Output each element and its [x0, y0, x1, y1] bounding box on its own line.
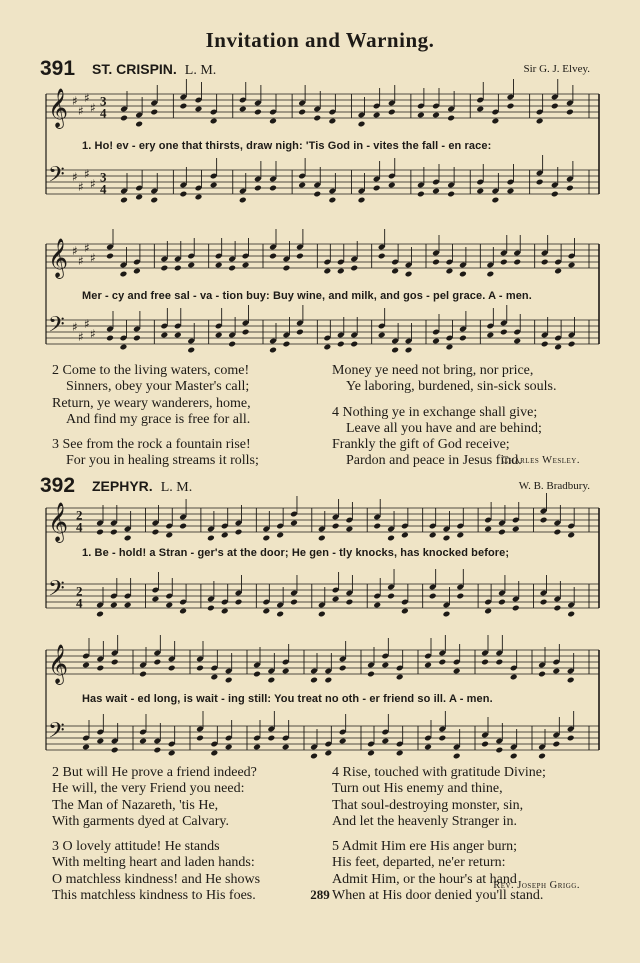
note-head: [551, 191, 559, 198]
note-head: [195, 106, 203, 113]
note-head: [310, 677, 318, 684]
note-head: [378, 253, 386, 260]
note-head: [367, 671, 375, 678]
verse-line: Return, ye weary wanderers, home,: [52, 395, 251, 411]
note-head: [290, 599, 298, 606]
lyrics-392-line-2: Has wait - ed long, is wait - ing still: You treat no oth - er friend so ill. A - men.: [82, 693, 493, 705]
note-head: [438, 659, 446, 666]
note-head: [339, 665, 347, 672]
verse-line: Pardon and peace in Jesus find.: [346, 453, 522, 469]
note-head: [152, 596, 160, 603]
note-head: [432, 259, 440, 266]
note-head: [195, 194, 203, 201]
note-head: [196, 665, 204, 672]
note-head: [513, 259, 521, 266]
note-head: [269, 347, 277, 354]
time-signature-bottom: 4: [76, 595, 83, 611]
lyrics-392-line-1: 1. Be - hold! a Stran - ger's at the door; He gen - tly knocks, has knocked before;: [82, 547, 510, 559]
verse-line: With melting heart and laden hands:: [52, 855, 255, 871]
note-head: [332, 523, 340, 530]
note-head: [150, 197, 158, 204]
sharp-icon: ♯: [78, 253, 84, 268]
page-title: Invitation and Warning.: [205, 28, 435, 52]
note-head: [139, 738, 147, 745]
verse-line: Leave all you have and are behind;: [346, 420, 542, 436]
note-head: [405, 271, 413, 278]
tune-name: ZEPHYR. L. M.: [92, 478, 193, 495]
note-head: [282, 668, 290, 675]
verse-line: Ye laboring, burdened, sin-sick souls.: [346, 379, 557, 395]
tune-name: ST. CRISPIN. L. M.: [92, 61, 217, 78]
note-head: [225, 744, 233, 751]
note-head: [323, 268, 331, 275]
note-head: [350, 341, 358, 348]
note-head: [358, 121, 366, 128]
note-head: [254, 185, 262, 192]
stanza: [52, 363, 259, 428]
note-head: [124, 602, 132, 609]
sharp-icon: ♯: [84, 241, 90, 256]
verse-line: He will, the very Friend you need:: [52, 781, 245, 797]
note-head: [82, 744, 90, 751]
note-head: [96, 738, 104, 745]
note-head: [310, 753, 318, 760]
note-head: [417, 112, 425, 119]
author: Rev. Joseph Grigg.: [493, 880, 580, 891]
note-head: [96, 529, 104, 536]
note-head: [484, 526, 492, 533]
note-head: [512, 605, 520, 612]
note-head: [551, 103, 559, 110]
note-head: [500, 329, 508, 336]
sharp-icon: ♯: [78, 103, 84, 118]
note-head: [328, 118, 336, 125]
verse-line: And find my grace is free for all.: [66, 411, 251, 427]
note-head: [207, 605, 215, 612]
meter: L. M.: [160, 480, 193, 495]
note-head: [481, 741, 489, 748]
note-head: [187, 262, 195, 269]
note-head: [96, 665, 104, 672]
note-head: [174, 332, 182, 339]
sharp-icon: ♯: [90, 326, 96, 341]
note-head: [567, 532, 575, 539]
note-head: [424, 662, 432, 669]
note-head: [453, 753, 461, 760]
music-system-392-2: [34, 640, 604, 775]
note-head: [345, 599, 353, 606]
note-head: [262, 535, 270, 542]
note-head: [378, 332, 386, 339]
music-system-392-1: [34, 498, 604, 633]
note-head: [313, 191, 321, 198]
note-head: [254, 109, 262, 116]
note-head: [381, 662, 389, 669]
note-head: [500, 259, 508, 266]
note-head: [215, 262, 223, 269]
note-head: [538, 671, 546, 678]
treble-clef-icon: 𝄞: [48, 238, 69, 279]
note-head: [235, 529, 243, 536]
note-head: [553, 605, 561, 612]
note-head: [210, 674, 218, 681]
note-head: [82, 662, 90, 669]
note-head: [228, 265, 236, 272]
note-head: [443, 535, 451, 542]
note-head: [283, 341, 291, 348]
note-head: [554, 344, 562, 351]
note-head: [552, 741, 560, 748]
note-head: [438, 735, 446, 742]
note-head: [339, 738, 347, 745]
note-head: [459, 335, 467, 342]
stanza: [52, 437, 259, 470]
note-head: [313, 115, 321, 122]
note-head: [424, 744, 432, 751]
verse-line: 4 Rise, touched with gratitude Divine;: [332, 765, 546, 780]
stanza: [332, 363, 557, 396]
sharp-icon: ♯: [78, 179, 84, 194]
note-head: [405, 347, 413, 354]
note-head: [153, 747, 161, 754]
verse-line: That soul-destroying monster, sin,: [332, 797, 524, 813]
note-head: [253, 671, 261, 678]
bass-clef-icon: 𝄢: [48, 718, 65, 749]
note-head: [187, 347, 195, 354]
treble-clef-icon: 𝄞: [48, 88, 69, 129]
sharp-icon: ♯: [72, 94, 78, 109]
sharp-icon: ♯: [78, 329, 84, 344]
time-signature-top: 2: [76, 507, 83, 523]
note-head: [337, 341, 345, 348]
note-head: [323, 344, 331, 351]
note-head: [168, 750, 176, 757]
verse-line: 2 But will He prove a friend indeed?: [52, 765, 257, 780]
sharp-icon: ♯: [90, 100, 96, 115]
note-head: [456, 593, 464, 600]
note-head: [350, 265, 358, 272]
note-head: [221, 532, 229, 539]
verse-line: With garments dyed at Calvary.: [52, 813, 229, 829]
bass-clef-icon: 𝄢: [48, 576, 65, 607]
note-head: [541, 341, 549, 348]
note-head: [165, 602, 173, 609]
verse-line: 2 Come to the living waters, come!: [52, 363, 250, 378]
note-head: [552, 668, 560, 675]
note-head: [484, 608, 492, 615]
note-head: [373, 185, 381, 192]
note-head: [160, 265, 168, 272]
verse-line: Frankly the gift of God receive;: [332, 437, 510, 453]
note-head: [324, 677, 332, 684]
note-head: [276, 532, 284, 539]
note-head: [221, 608, 229, 615]
verse-line: 5 Admit Him ere His anger burn;: [332, 839, 518, 855]
note-head: [498, 529, 506, 536]
time-signature-top: 3: [100, 169, 107, 185]
note-head: [446, 344, 454, 351]
note-head: [453, 668, 461, 675]
note-head: [262, 608, 270, 615]
note-head: [373, 112, 381, 119]
note-head: [446, 268, 454, 275]
note-head: [290, 520, 298, 527]
note-head: [536, 179, 544, 186]
verse-line: 4 Nothing ye in exchange shall give;: [332, 404, 538, 420]
sharp-icon: ♯: [84, 317, 90, 332]
verses-391-right: [332, 363, 557, 470]
note-head: [337, 268, 345, 275]
note-head: [165, 532, 173, 539]
note-head: [174, 265, 182, 272]
note-head: [507, 188, 515, 195]
note-head: [498, 599, 506, 606]
note-head: [318, 535, 326, 542]
note-head: [456, 532, 464, 539]
page-number: 289: [310, 887, 330, 902]
note-head: [242, 262, 250, 269]
note-head: [566, 109, 574, 116]
verse-line: When at His door denied you'll stand.: [332, 888, 544, 904]
note-head: [106, 335, 114, 342]
note-head: [401, 608, 409, 615]
hymn-391-header: [40, 57, 590, 81]
note-head: [429, 593, 437, 600]
verse-line: 3 See from the rock a fountain rise!: [52, 437, 251, 453]
note-head: [568, 262, 576, 269]
verse-line: And let the heavenly Stranger in.: [332, 813, 518, 829]
verse-line: Admit Him, or the hour's at hand: [332, 871, 517, 887]
note-head: [133, 268, 141, 275]
note-head: [388, 109, 396, 116]
note-head: [396, 750, 404, 757]
note-head: [269, 253, 277, 260]
note-head: [179, 103, 187, 110]
note-head: [215, 332, 223, 339]
note-head: [296, 253, 304, 260]
note-head: [179, 608, 187, 615]
note-head: [486, 271, 494, 278]
note-head: [391, 347, 399, 354]
note-head: [253, 744, 261, 751]
note-head: [417, 191, 425, 198]
verse-line: This matchless kindness to His foes.: [52, 888, 256, 904]
note-head: [106, 253, 114, 260]
note-head: [381, 738, 389, 745]
note-head: [387, 535, 395, 542]
verse-line: 3 O lovely attitude! He stands: [52, 839, 220, 855]
note-head: [512, 526, 520, 533]
verse-line: His feet, departed, ne'er return:: [332, 855, 506, 871]
time-signature-bottom: 4: [100, 181, 107, 197]
note-head: [225, 677, 233, 684]
sharp-icon: ♯: [72, 320, 78, 335]
time-signature-top: 2: [76, 583, 83, 599]
note-head: [388, 182, 396, 189]
note-head: [283, 265, 291, 272]
verse-line: Money ye need not bring, nor price,: [332, 363, 534, 378]
note-head: [373, 602, 381, 609]
note-head: [507, 103, 515, 110]
note-head: [210, 182, 218, 189]
lyrics-391-line-1: 1. Ho! ev - ery one that thirsts, draw nigh: 'Tis God in - vites the fall - en race:: [82, 140, 492, 152]
note-head: [553, 529, 561, 536]
stanza: [52, 765, 260, 830]
note-head: [554, 268, 562, 275]
note-head: [510, 753, 518, 760]
lyrics-391-line-2: Mer - cy and free sal - va - tion buy: Buy wine, and milk, and gos - pel grace. A - men.: [82, 290, 532, 302]
note-head: [133, 335, 141, 342]
hymn-number: 391: [40, 57, 76, 80]
note-head: [495, 747, 503, 754]
sharp-icon: ♯: [84, 91, 90, 106]
sharp-icon: ♯: [84, 167, 90, 182]
note-head: [179, 191, 187, 198]
note-head: [210, 750, 218, 757]
note-head: [111, 659, 119, 666]
note-head: [120, 271, 128, 278]
note-head: [358, 197, 366, 204]
note-head: [196, 735, 204, 742]
meter: L. M.: [184, 63, 217, 78]
bass-clef-icon: 𝄢: [48, 162, 65, 193]
note-head: [235, 599, 243, 606]
note-head: [510, 674, 518, 681]
note-head: [296, 329, 304, 336]
sharp-icon: ♯: [90, 250, 96, 265]
note-head: [459, 271, 467, 278]
sharp-icon: ♯: [90, 176, 96, 191]
note-head: [324, 750, 332, 757]
composer: Sir G. J. Elvey.: [523, 63, 590, 75]
note-head: [318, 611, 326, 618]
hymn-392-header: [40, 474, 590, 498]
verses-391-left: [52, 363, 259, 470]
note-head: [139, 671, 147, 678]
composer: W. B. Bradbury.: [518, 480, 590, 492]
note-head: [491, 118, 499, 125]
note-head: [367, 750, 375, 757]
note-head: [540, 599, 548, 606]
note-head: [541, 259, 549, 266]
verses-392-left: [52, 765, 260, 904]
note-head: [298, 109, 306, 116]
note-head: [96, 611, 104, 618]
note-head: [282, 744, 290, 751]
note-head: [396, 674, 404, 681]
note-head: [153, 659, 161, 666]
note-head: [567, 611, 575, 618]
hymn-number: 392: [40, 474, 76, 497]
note-head: [476, 188, 484, 195]
note-head: [120, 197, 128, 204]
note-head: [207, 535, 215, 542]
note-head: [447, 191, 455, 198]
note-head: [538, 753, 546, 760]
note-head: [387, 593, 395, 600]
note-head: [120, 115, 128, 122]
note-head: [269, 185, 277, 192]
time-signature-bottom: 4: [100, 105, 107, 121]
note-head: [228, 341, 236, 348]
note-head: [567, 735, 575, 742]
note-head: [401, 532, 409, 539]
note-head: [111, 747, 119, 754]
time-signature-bottom: 4: [76, 519, 83, 535]
note-head: [150, 109, 158, 116]
note-head: [476, 106, 484, 113]
note-head: [432, 188, 440, 195]
note-head: [391, 268, 399, 275]
sharp-icon: ♯: [72, 170, 78, 185]
note-head: [345, 526, 353, 533]
verse-line: The Man of Nazareth, 'tis He,: [52, 797, 219, 813]
note-head: [566, 185, 574, 192]
note-head: [432, 112, 440, 119]
note-head: [120, 344, 128, 351]
note-head: [536, 118, 544, 125]
verse-line: For you in healing streams it rolls;: [66, 453, 259, 469]
note-head: [486, 332, 494, 339]
note-head: [432, 338, 440, 345]
note-head: [513, 338, 521, 345]
note-head: [491, 197, 499, 204]
note-head: [135, 194, 143, 201]
note-head: [267, 677, 275, 684]
note-head: [276, 611, 284, 618]
note-head: [152, 529, 160, 536]
verse-line: Sinners, obey your Master's call;: [66, 379, 250, 395]
sharp-icon: ♯: [72, 244, 78, 259]
bass-clef-icon: 𝄢: [48, 312, 65, 343]
note-head: [443, 611, 451, 618]
note-head: [298, 182, 306, 189]
note-head: [239, 106, 247, 113]
note-head: [267, 735, 275, 742]
note-head: [269, 118, 277, 125]
note-head: [447, 115, 455, 122]
note-head: [179, 523, 187, 530]
verse-line: O matchless kindness! and He shows: [52, 871, 261, 887]
note-head: [239, 197, 247, 204]
note-head: [495, 659, 503, 666]
note-head: [373, 523, 381, 530]
author: Charles Wesley.: [501, 455, 580, 466]
stanza: [332, 765, 546, 830]
note-head: [328, 197, 336, 204]
note-head: [135, 121, 143, 128]
note-head: [332, 596, 340, 603]
verse-line: Turn out His enemy and thine,: [332, 781, 503, 797]
note-head: [568, 341, 576, 348]
note-head: [110, 602, 118, 609]
note-head: [481, 659, 489, 666]
note-head: [567, 677, 575, 684]
note-head: [210, 118, 218, 125]
time-signature-top: 3: [100, 93, 107, 109]
note-head: [168, 665, 176, 672]
treble-clef-icon: 𝄞: [48, 644, 69, 685]
treble-clef-icon: 𝄞: [48, 502, 69, 543]
note-head: [429, 532, 437, 539]
note-head: [242, 329, 250, 336]
note-head: [124, 535, 132, 542]
note-head: [160, 332, 168, 339]
note-head: [540, 517, 548, 524]
note-head: [110, 529, 118, 536]
